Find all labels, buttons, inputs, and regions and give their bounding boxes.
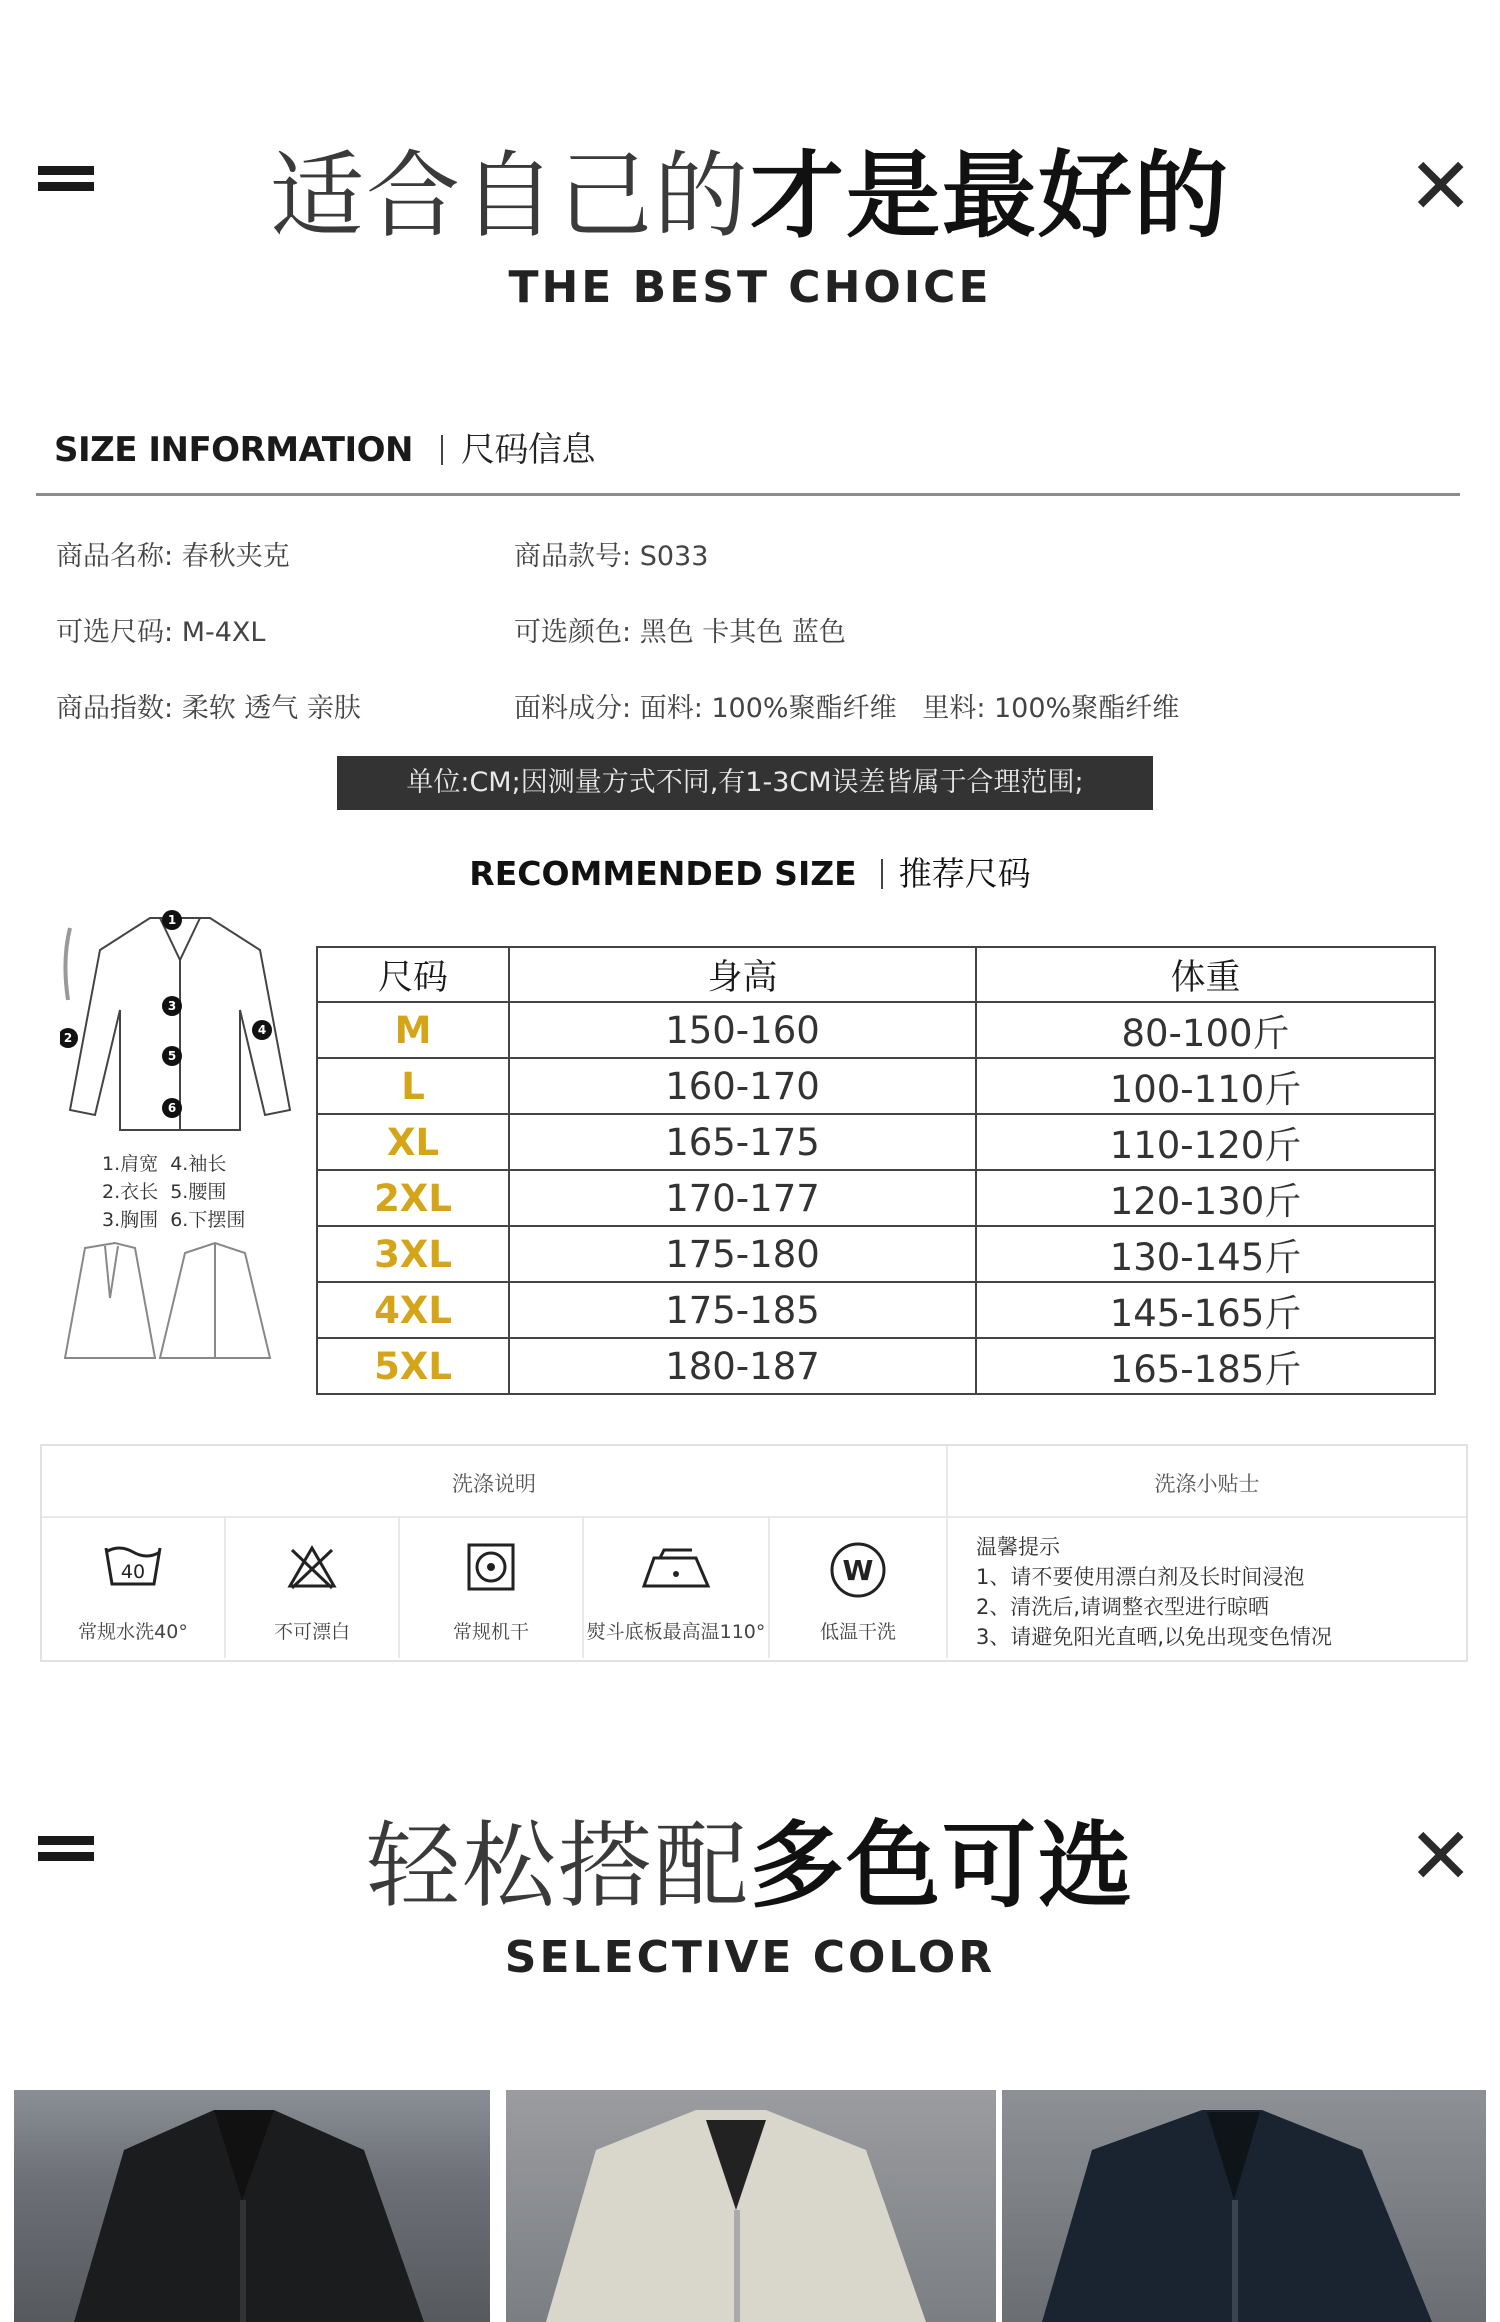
- recommended-heading: [0, 848, 1500, 895]
- size-info-heading: [54, 422, 595, 471]
- divider: [36, 493, 1460, 496]
- title-bold: 多色可选: [750, 1812, 1135, 1921]
- navy-jacket-photo[interactable]: [1002, 2090, 1486, 2322]
- tips-header: 洗涤小贴士: [1154, 1472, 1260, 1496]
- no-bleach-icon: [286, 1544, 338, 1590]
- table-row: 5XL 180-187 165-185斤: [317, 1338, 1435, 1394]
- recommended-size-table: [316, 946, 1436, 1395]
- table-row: 2XL 170-177 120-130斤: [317, 1170, 1435, 1226]
- close-icon[interactable]: ✕: [1408, 1812, 1474, 1902]
- rec-heading-en: RECOMMENDED SIZE: [469, 854, 857, 893]
- table-row: 4XL 175-185 145-165斤: [317, 1282, 1435, 1338]
- table-row: 3XL 175-180 130-145斤: [317, 1226, 1435, 1282]
- section-title: [0, 1812, 1500, 1922]
- marker-3: 3: [167, 999, 177, 1013]
- table-row: M 150-160 80-100斤: [317, 1002, 1435, 1058]
- section-subtitle: THE BEST CHOICE: [508, 262, 992, 313]
- jacket-sketches-icon: [60, 1238, 300, 1368]
- col-size: 尺码: [317, 947, 509, 1002]
- dry-clean-icon: [828, 1540, 888, 1600]
- info-product-name: 商品名称: 春秋夹克: [56, 541, 290, 572]
- measurement-notice: 单位:CM;因测量方式不同,有1-3CM误差皆属于合理范围;: [337, 756, 1153, 810]
- section-subtitle: SELECTIVE COLOR: [504, 1932, 996, 1983]
- svg-text:40: 40: [120, 1561, 146, 1583]
- info-index: 商品指数: 柔软 透气 亲肤: [56, 693, 361, 724]
- black-jacket-photo[interactable]: [14, 2090, 490, 2322]
- tumble-dry-icon: [466, 1542, 516, 1592]
- wash-40-icon: [102, 1542, 164, 1588]
- info-style-number: 商品款号: S033: [514, 541, 709, 572]
- wash-header: 洗涤说明: [452, 1472, 536, 1496]
- svg-text:W: W: [842, 1554, 874, 1587]
- care-instructions: [40, 1444, 1468, 1662]
- title-light: 轻松搭配: [365, 1812, 750, 1921]
- measure-legend: 1.肩宽 4.袖长 2.衣长 5.腰围 3.胸围 6.下摆围: [102, 1153, 246, 1231]
- section-title: [0, 142, 1500, 252]
- marker-2: 2: [63, 1031, 73, 1045]
- care-item: 不可漂白: [226, 1518, 400, 1658]
- iron-icon: [640, 1546, 714, 1590]
- table-row: XL 165-175 110-120斤: [317, 1114, 1435, 1170]
- khaki-jacket-photo[interactable]: [506, 2090, 996, 2322]
- table-row: L 160-170 100-110斤: [317, 1058, 1435, 1114]
- care-item: W 低温干洗: [770, 1518, 948, 1658]
- jacket-measure-icon: [60, 900, 300, 1140]
- heading-zh: 尺码信息: [460, 430, 595, 470]
- info-sizes: 可选尺码: M-4XL: [56, 617, 266, 648]
- marker-4: 4: [257, 1023, 267, 1037]
- title-light: 适合自己的: [269, 142, 750, 251]
- col-height: 身高: [509, 947, 976, 1002]
- rec-heading-zh: 推荐尺码: [898, 854, 1031, 893]
- heading-en: SIZE INFORMATION: [54, 430, 413, 470]
- marker-5: 5: [167, 1049, 177, 1063]
- title-bold: 才是最好的: [750, 142, 1231, 251]
- care-item: 常规机干: [400, 1518, 584, 1658]
- close-icon[interactable]: ✕: [1408, 142, 1474, 232]
- info-colors: 可选颜色: 黑色 卡其色 蓝色: [514, 617, 846, 648]
- marker-1: 1: [167, 913, 177, 927]
- col-weight: 体重: [976, 947, 1435, 1002]
- marker-6: 6: [167, 1101, 177, 1115]
- care-item: 熨斗底板最高温110°: [584, 1518, 770, 1658]
- care-tips: 温馨提示 1、请不要使用漂白剂及长时间浸泡 2、清洗后,请调整衣型进行晾晒 3、请避免阳光直晒,以免出现变色情况: [976, 1535, 1333, 1649]
- garment-diagram: [60, 900, 300, 1372]
- table-header-row: [317, 947, 1435, 1002]
- care-item: 40 常规水洗40°: [42, 1518, 226, 1658]
- info-fabric: 面料成分: 面料: 100%聚酯纤维 里料: 100%聚酯纤维: [514, 693, 1180, 724]
